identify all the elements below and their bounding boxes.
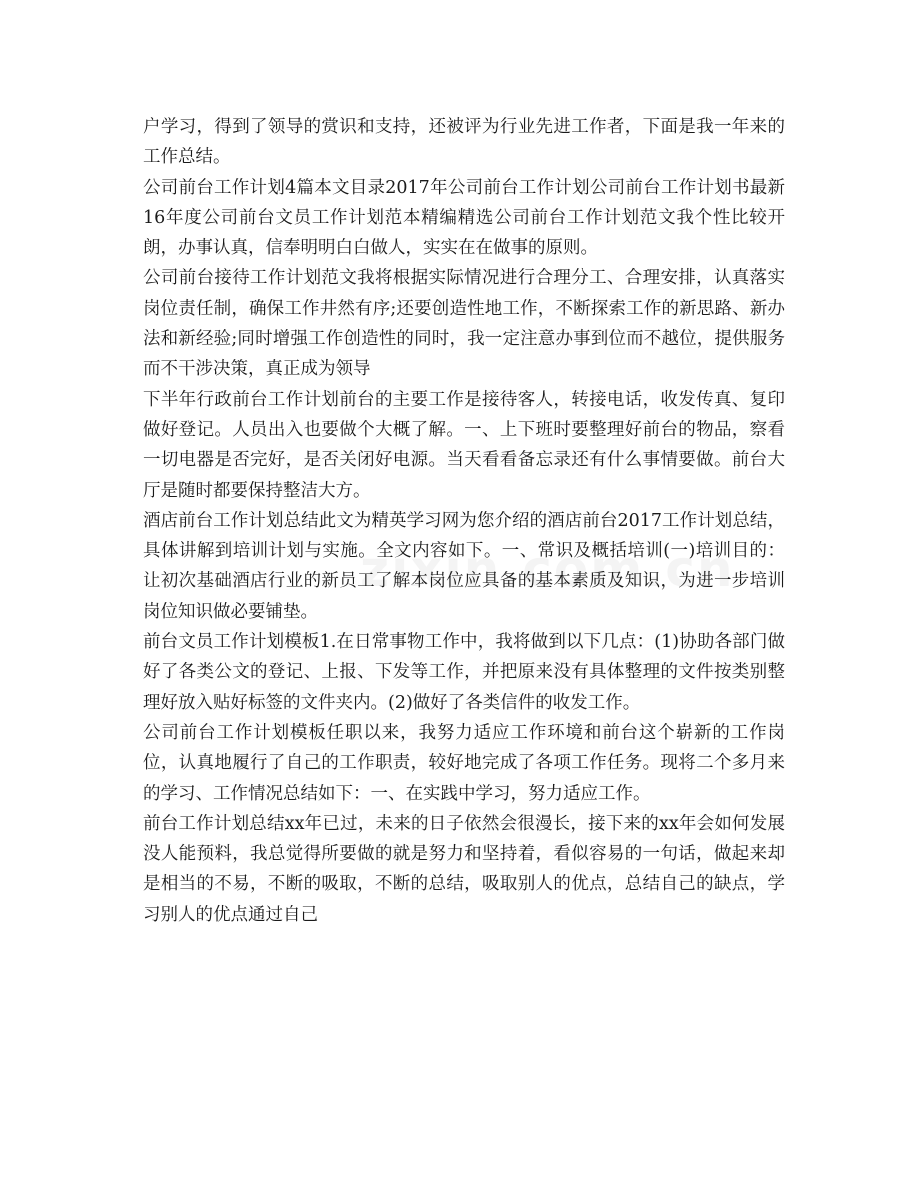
paragraph-2: 公司前台工作计划4篇本文目录2017年公司前台工作计划公司前台工作计划书最新16年度公司前台文员工作计划范本精编精选公司前台工作计划范文我个性比较开朗，办事认真，信奉明明白白做人，实实在在做事的原则。 — [143, 177, 785, 259]
paragraph-8: 前台工作计划总结xx年已过，未来的日子依然会很漫长，接下来的xx年会如何发展没人能预料，我总觉得所要做的就是努力和坚持着，看似容易的一句话，做起来却是相当的不易，不断的吸取，不断的总结，吸取别人的优点，总结自己的缺点，学习别人的优点通过自己 — [143, 813, 785, 925]
paragraph-6: 前台文员工作计划模板1.在日常事物工作中，我将做到以下几点：(1)协助各部门做好了各类公文的登记、上报、下发等工作，并把原来没有具体整理的文件按类别整理好放入贴好标签的文件夹内。(2)做好了各类信件的收发工作。 — [143, 632, 785, 713]
document-body — [143, 112, 785, 930]
paragraph-3: 公司前台接待工作计划范文我将根据实际情况进行合理分工、合理安排，认真落实岗位责任制，确保工作井然有序;还要创造性地工作，不断探索工作的新思路、新办法和新经验;同时增强工作创造性的同时，我一定注意办事到位而不越位，提供服务而不干涉决策，真正成为领导 — [143, 268, 785, 380]
paragraph-5: 酒店前台工作计划总结此文为精英学习网为您介绍的酒店前台2017工作计划总结，具体讲解到培训计划与实施。全文内容如下。一、常识及概括培训(一)培训目的：让初次基础酒店行业的新员工了解本岗位应具备的基本素质及知识，为进一步培训岗位知识做必要铺垫。 — [143, 510, 785, 622]
paragraph-1: 户学习，得到了领导的赏识和支持，还被评为行业先进工作者，下面是我一年来的工作总结。 — [143, 117, 785, 168]
paragraph-4: 下半年行政前台工作计划前台的主要工作是接待客人，转接电话，收发传真、复印做好登记。人员出入也要做个大概了解。一、上下班时要整理好前台的物品，察看一切电器是否完好，是否关闭好电源。当天看看备忘录还有什么事情要做。前台大厅是随时都要保持整洁大方。 — [143, 389, 785, 501]
paragraph-7: 公司前台工作计划模板任职以来，我努力适应工作环境和前台这个崭新的工作岗位，认真地履行了自己的工作职责，较好地完成了各项工作任务。现将二个多月来的学习、工作情况总结如下：一、在实践中学习，努力适应工作。 — [143, 722, 785, 804]
